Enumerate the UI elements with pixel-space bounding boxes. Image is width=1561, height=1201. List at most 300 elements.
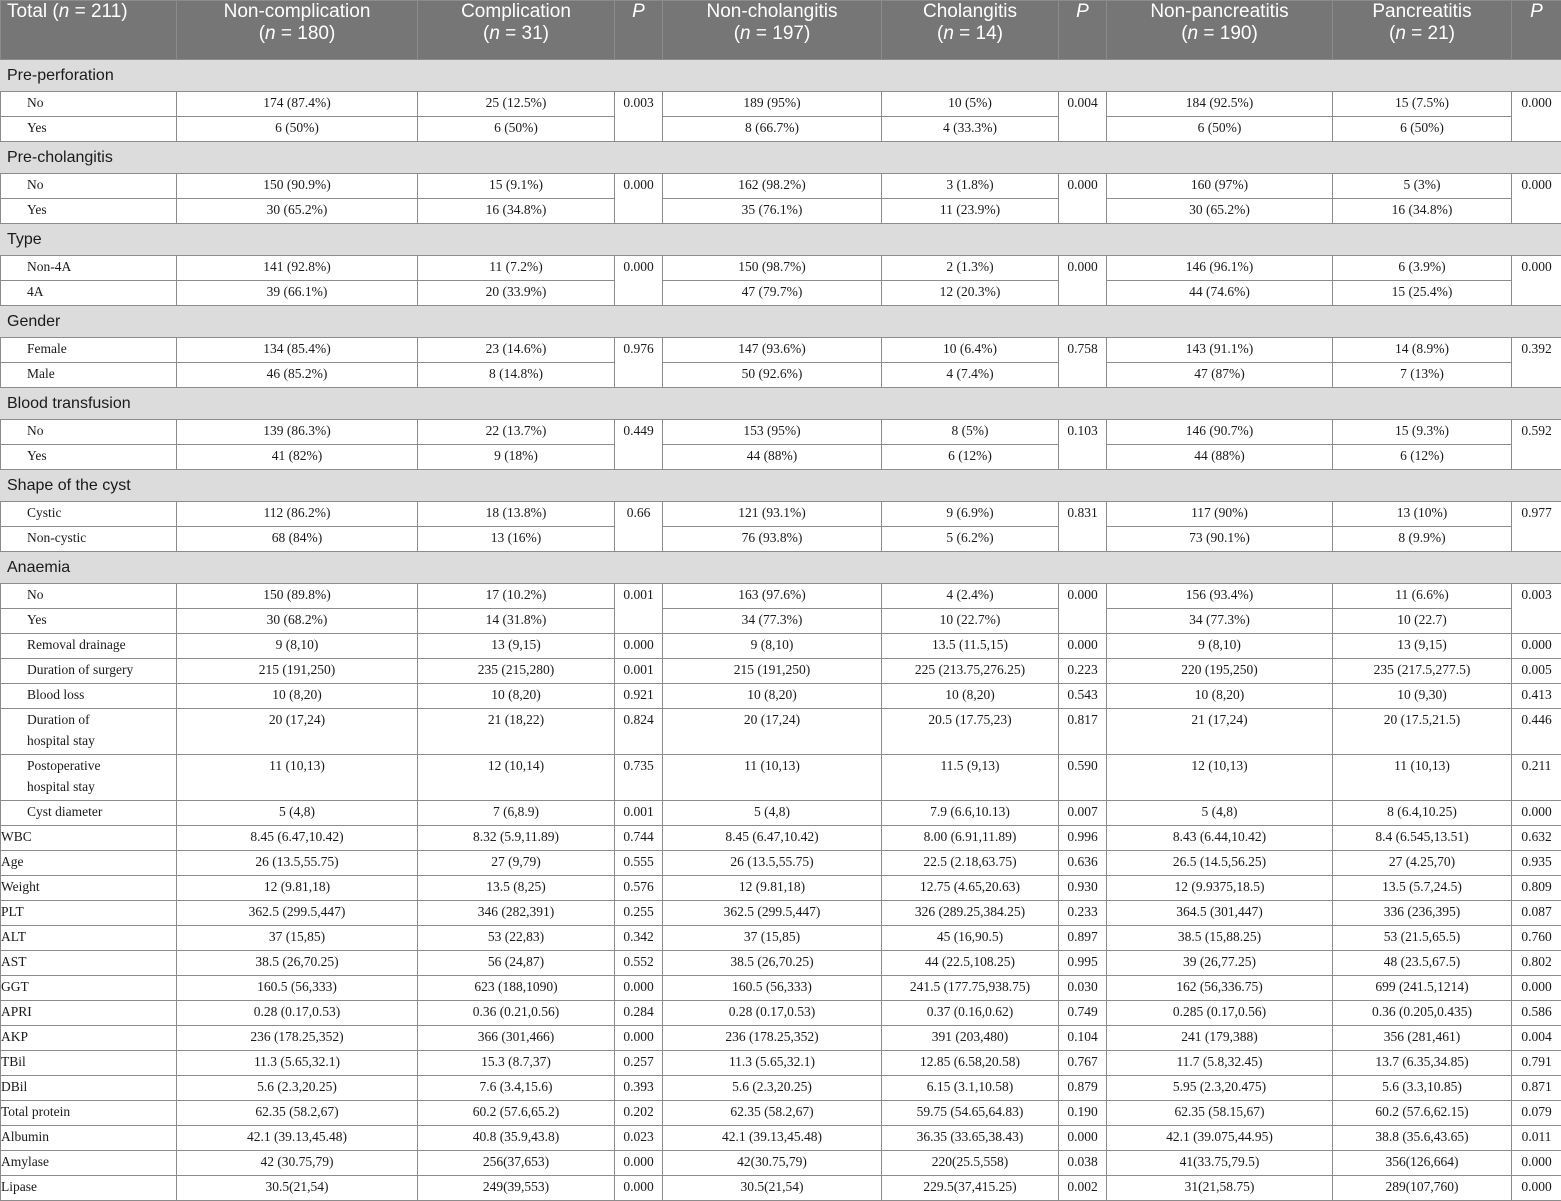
cell-value: 156 (93.4%) (1107, 584, 1333, 609)
cell-value: 16 (34.8%) (1333, 199, 1512, 224)
cell-value: 12 (9.9375,18.5) (1107, 876, 1333, 901)
p-value: 0.758 (1059, 338, 1107, 388)
cell-value: 6 (12%) (1333, 445, 1512, 470)
p-label: P (632, 1, 645, 22)
cell-value: 31(21,58.75) (1107, 1176, 1333, 1201)
cell-value: 162 (56,336.75) (1107, 976, 1333, 1001)
p-value: 0.871 (1512, 1076, 1561, 1101)
cell-value: 12.75 (4.65,20.63) (882, 876, 1059, 901)
row-label: Cystic (1, 502, 177, 527)
cell-value: 391 (203,480) (882, 1026, 1059, 1051)
cell-value: 121 (93.1%) (663, 502, 882, 527)
cell-value: 153 (95%) (663, 420, 882, 445)
cell-value: 38.5 (15,88.25) (1107, 926, 1333, 951)
cell-value: 6 (50%) (177, 117, 418, 142)
n-symbol: n (1188, 23, 1199, 44)
table-row (1, 199, 1561, 224)
cell-value: 10 (9,30) (1333, 684, 1512, 709)
cell-value: 15 (9.1%) (418, 174, 615, 199)
cell-value: 12 (10,14) (418, 755, 615, 801)
cell-value: 8.00 (6.91,11.89) (882, 826, 1059, 851)
cell-value: 20.5 (17.75,23) (882, 709, 1059, 755)
p-value: 0.000 (615, 256, 663, 306)
row-label: Non-cystic (1, 527, 177, 552)
p-value: 0.003 (1512, 584, 1561, 634)
header-total: Total (n = 211) (1, 1, 177, 60)
cell-value: 0.28 (0.17,0.53) (663, 1001, 882, 1026)
group-n (663, 23, 881, 45)
cell-value: 356(126,664) (1333, 1151, 1512, 1176)
p-value: 0.543 (1059, 684, 1107, 709)
group-n (1107, 23, 1332, 45)
table-row (1, 1126, 1561, 1151)
n-symbol: n (265, 23, 276, 44)
cell-value: 0.36 (0.205,0.435) (1333, 1001, 1512, 1026)
section-row (1, 224, 1561, 256)
cell-value: 117 (90%) (1107, 502, 1333, 527)
n-count: = 197) (751, 23, 811, 44)
cell-value: 30.5(21,54) (663, 1176, 882, 1201)
p-value: 0.038 (1059, 1151, 1107, 1176)
cell-value: 16 (34.8%) (418, 199, 615, 224)
table-row (1, 826, 1561, 851)
p-value: 0.001 (615, 801, 663, 826)
cell-value: 8 (9.9%) (1333, 527, 1512, 552)
table-row (1, 609, 1561, 634)
p-value: 0.000 (1512, 634, 1561, 659)
cell-value: 289(107,760) (1333, 1176, 1512, 1201)
n-count: = 14) (954, 23, 1003, 44)
cell-value: 147 (93.6%) (663, 338, 882, 363)
row-label: No (1, 92, 177, 117)
group-title: Non-cholangitis (663, 1, 881, 23)
p-value: 0.791 (1512, 1051, 1561, 1076)
cell-value: 39 (26,77.25) (1107, 951, 1333, 976)
section-row (1, 388, 1561, 420)
p-value: 0.000 (1059, 634, 1107, 659)
row-label: Weight (1, 876, 177, 901)
row-label (1, 684, 177, 709)
table-row (1, 92, 1561, 117)
cell-value: 8 (14.8%) (418, 363, 615, 388)
cell-value: 20 (17,24) (177, 709, 418, 755)
cell-value: 189 (95%) (663, 92, 882, 117)
cell-value: 10 (8,20) (418, 684, 615, 709)
cell-value: 12 (20.3%) (882, 281, 1059, 306)
p-value: 0.255 (615, 901, 663, 926)
cell-value: 9 (8,10) (663, 634, 882, 659)
cell-value: 35 (76.1%) (663, 199, 882, 224)
cell-value: 20 (17,24) (663, 709, 882, 755)
cell-value: 6 (50%) (1107, 117, 1333, 142)
cell-value: 41(33.75,79.5) (1107, 1151, 1333, 1176)
n-count: = 31) (500, 23, 549, 44)
p-value: 0.004 (1059, 92, 1107, 142)
p-value: 0.223 (1059, 659, 1107, 684)
table-row (1, 1051, 1561, 1076)
section-label: Pre-perforation (1, 60, 1561, 92)
table-row (1, 527, 1561, 552)
cell-value: 364.5 (301,447) (1107, 901, 1333, 926)
cell-value: 22.5 (2.18,63.75) (882, 851, 1059, 876)
cell-value: 17 (10.2%) (418, 584, 615, 609)
n-symbol: n (1395, 23, 1406, 44)
p-value: 0.000 (1512, 92, 1561, 142)
paren: ( (937, 23, 943, 44)
cell-value: 11 (7.2%) (418, 256, 615, 281)
cell-value: 42.1 (39.13,45.48) (663, 1126, 882, 1151)
header-p (1512, 1, 1561, 60)
row-label-line: Postoperative (27, 758, 101, 773)
cell-value: 41 (82%) (177, 445, 418, 470)
p-value: 0.977 (1512, 502, 1561, 552)
row-label: APRI (1, 1001, 177, 1026)
cell-value: 13.5 (5.7,24.5) (1333, 876, 1512, 901)
p-value: 0.000 (1059, 1126, 1107, 1151)
cell-value: 8 (5%) (882, 420, 1059, 445)
cell-value: 10 (8,20) (663, 684, 882, 709)
p-value: 0.004 (1512, 1026, 1561, 1051)
p-value: 0.000 (1059, 256, 1107, 306)
table-row (1, 363, 1561, 388)
cell-value: 50 (92.6%) (663, 363, 882, 388)
cell-value: 11 (6.6%) (1333, 584, 1512, 609)
row-label (1, 755, 177, 801)
p-value: 0.592 (1512, 420, 1561, 470)
table-row (1, 1176, 1561, 1201)
cell-value: 56 (24,87) (418, 951, 615, 976)
cell-value: 139 (86.3%) (177, 420, 418, 445)
table-row (1, 338, 1561, 363)
p-value: 0.023 (615, 1126, 663, 1151)
cell-value: 53 (21.5,65.5) (1333, 926, 1512, 951)
row-label-line: hospital stay (27, 779, 95, 794)
cell-value: 10 (8,20) (882, 684, 1059, 709)
cell-value: 45 (16,90.5) (882, 926, 1059, 951)
p-value: 0.735 (615, 755, 663, 801)
cell-value: 36.35 (33.65,38.43) (882, 1126, 1059, 1151)
p-value: 0.001 (615, 659, 663, 684)
cell-value: 40.8 (35.9,43.8) (418, 1126, 615, 1151)
cell-value: 184 (92.5%) (1107, 92, 1333, 117)
cell-value: 6 (50%) (1333, 117, 1512, 142)
cell-value: 10 (22.7) (1333, 609, 1512, 634)
p-value: 0.976 (615, 338, 663, 388)
p-value: 0.103 (1059, 420, 1107, 470)
p-value: 0.257 (615, 1051, 663, 1076)
header-group (418, 1, 615, 60)
section-label: Type (1, 224, 1561, 256)
cell-value: 143 (91.1%) (1107, 338, 1333, 363)
cell-value: 27 (9,79) (418, 851, 615, 876)
p-value: 0.636 (1059, 851, 1107, 876)
cell-value: 30 (68.2%) (177, 609, 418, 634)
cell-value: 11.5 (9,13) (882, 755, 1059, 801)
cell-value: 37 (15,85) (663, 926, 882, 951)
group-n (882, 23, 1058, 45)
cell-value: 13 (16%) (418, 527, 615, 552)
cell-value: 30 (65.2%) (177, 199, 418, 224)
p-value: 0.996 (1059, 826, 1107, 851)
cell-value: 141 (92.8%) (177, 256, 418, 281)
cell-value: 366 (301,466) (418, 1026, 615, 1051)
cell-value: 9 (6.9%) (882, 502, 1059, 527)
cell-value: 8 (6.4,10.25) (1333, 801, 1512, 826)
p-value: 0.66 (615, 502, 663, 552)
p-value: 0.000 (1512, 1151, 1561, 1176)
cell-value: 162 (98.2%) (663, 174, 882, 199)
p-label: P (1076, 1, 1089, 22)
p-value: 0.413 (1512, 684, 1561, 709)
cell-value: 11.3 (5.65,32.1) (663, 1051, 882, 1076)
table-row (1, 801, 1561, 826)
header-p (1059, 1, 1107, 60)
cell-value: 60.2 (57.6,62.15) (1333, 1101, 1512, 1126)
p-value: 0.000 (1512, 1176, 1561, 1201)
cell-value: 256(37,653) (418, 1151, 615, 1176)
row-label: No (1, 584, 177, 609)
cell-value: 38.5 (26,70.25) (177, 951, 418, 976)
p-value: 0.003 (615, 92, 663, 142)
cell-value: 150 (98.7%) (663, 256, 882, 281)
cell-value: 47 (79.7%) (663, 281, 882, 306)
table-row (1, 584, 1561, 609)
table-row (1, 1076, 1561, 1101)
row-label: Albumin (1, 1126, 177, 1151)
cell-value: 13 (9,15) (418, 634, 615, 659)
row-label: Yes (1, 117, 177, 142)
cell-value: 44 (88%) (1107, 445, 1333, 470)
group-title: Pancreatitis (1333, 1, 1511, 23)
row-label: Yes (1, 445, 177, 470)
cell-value: 15 (25.4%) (1333, 281, 1512, 306)
p-label: P (1530, 1, 1543, 22)
cell-value: 160.5 (56,333) (177, 976, 418, 1001)
p-value: 0.000 (1059, 584, 1107, 634)
cell-value: 53 (22,83) (418, 926, 615, 951)
row-label: No (1, 420, 177, 445)
section-label: Anaemia (1, 552, 1561, 584)
p-value: 0.632 (1512, 826, 1561, 851)
p-value: 0.935 (1512, 851, 1561, 876)
p-value: 0.190 (1059, 1101, 1107, 1126)
cell-value: 2 (1.3%) (882, 256, 1059, 281)
header-row (1, 1, 1561, 60)
n-count: = 190) (1198, 23, 1258, 44)
row-label: No (1, 174, 177, 199)
cell-value: 220 (195,250) (1107, 659, 1333, 684)
cell-value: 160 (97%) (1107, 174, 1333, 199)
table-row (1, 1101, 1561, 1126)
cell-value: 59.75 (54.65,64.83) (882, 1101, 1059, 1126)
p-value: 0.930 (1059, 876, 1107, 901)
row-label: TBil (1, 1051, 177, 1076)
section-label: Gender (1, 306, 1561, 338)
row-label: AKP (1, 1026, 177, 1051)
row-label: Age (1, 851, 177, 876)
table-row (1, 684, 1561, 709)
cell-value: 249(39,553) (418, 1176, 615, 1201)
p-value: 0.005 (1512, 659, 1561, 684)
cell-value: 25 (12.5%) (418, 92, 615, 117)
cell-value: 6.15 (3.1,10.58) (882, 1076, 1059, 1101)
cell-value: 73 (90.1%) (1107, 527, 1333, 552)
paren: ( (259, 23, 265, 44)
row-label: DBil (1, 1076, 177, 1101)
cell-value: 7 (6,8.9) (418, 801, 615, 826)
n-symbol: n (943, 23, 954, 44)
p-value: 0.921 (615, 684, 663, 709)
cell-value: 0.36 (0.21,0.56) (418, 1001, 615, 1026)
cell-value: 42(30.75,79) (663, 1151, 882, 1176)
cell-value: 44 (74.6%) (1107, 281, 1333, 306)
cell-value: 39 (66.1%) (177, 281, 418, 306)
p-value: 0.446 (1512, 709, 1561, 755)
cell-value: 5 (4,8) (177, 801, 418, 826)
row-label (1, 634, 177, 659)
table-row (1, 951, 1561, 976)
n-count: = 180) (276, 23, 336, 44)
p-value: 0.749 (1059, 1001, 1107, 1026)
cell-value: 229.5(37,415.25) (882, 1176, 1059, 1201)
cell-value: 68 (84%) (177, 527, 418, 552)
row-label: Yes (1, 199, 177, 224)
cell-value: 7.9 (6.6,10.13) (882, 801, 1059, 826)
table-row (1, 901, 1561, 926)
cell-value: 9 (18%) (418, 445, 615, 470)
cell-value: 15.3 (8.7,37) (418, 1051, 615, 1076)
cell-value: 236 (178.25,352) (177, 1026, 418, 1051)
p-value: 0.802 (1512, 951, 1561, 976)
cell-value: 8.45 (6.47,10.42) (177, 826, 418, 851)
cell-value: 10 (8,20) (177, 684, 418, 709)
cell-value: 6 (3.9%) (1333, 256, 1512, 281)
cell-value: 42.1 (39.13,45.48) (177, 1126, 418, 1151)
table-row (1, 659, 1561, 684)
header-group (1107, 1, 1333, 60)
p-value: 0.000 (615, 174, 663, 224)
p-value: 0.000 (1512, 256, 1561, 306)
cell-value: 14 (8.9%) (1333, 338, 1512, 363)
cell-value: 10 (6.4%) (882, 338, 1059, 363)
cell-value: 174 (87.4%) (177, 92, 418, 117)
cell-value: 46 (85.2%) (177, 363, 418, 388)
section-row (1, 142, 1561, 174)
row-label: Lipase (1, 1176, 177, 1201)
cell-value: 10 (22.7%) (882, 609, 1059, 634)
table-row (1, 1026, 1561, 1051)
cell-value: 10 (8,20) (1107, 684, 1333, 709)
cell-value: 18 (13.8%) (418, 502, 615, 527)
p-value: 0.011 (1512, 1126, 1561, 1151)
header-group (1333, 1, 1512, 60)
cell-value: 3 (1.8%) (882, 174, 1059, 199)
cell-value: 8.43 (6.44,10.42) (1107, 826, 1333, 851)
cell-value: 8.4 (6.545,13.51) (1333, 826, 1512, 851)
paren: ( (483, 23, 489, 44)
table-row (1, 926, 1561, 951)
header-group (663, 1, 882, 60)
group-title: Cholangitis (882, 1, 1058, 23)
p-value: 0.202 (615, 1101, 663, 1126)
row-label: Female (1, 338, 177, 363)
group-title: Non-pancreatitis (1107, 1, 1332, 23)
p-value: 0.555 (615, 851, 663, 876)
cell-value: 146 (90.7%) (1107, 420, 1333, 445)
table-row (1, 851, 1561, 876)
cell-value: 30.5(21,54) (177, 1176, 418, 1201)
cell-value: 13.7 (6.35,34.85) (1333, 1051, 1512, 1076)
row-label: Male (1, 363, 177, 388)
row-label: Yes (1, 609, 177, 634)
cell-value: 215 (191,250) (663, 659, 882, 684)
cell-value: 8.32 (5.9,11.89) (418, 826, 615, 851)
p-value: 0.000 (1059, 174, 1107, 224)
row-label: PLT (1, 901, 177, 926)
cell-value: 346 (282,391) (418, 901, 615, 926)
cell-value: 11.3 (5.65,32.1) (177, 1051, 418, 1076)
cell-value: 20 (17.5,21.5) (1333, 709, 1512, 755)
p-value: 0.392 (1512, 338, 1561, 388)
row-label: Non-4A (1, 256, 177, 281)
table-row (1, 117, 1561, 142)
p-value: 0.104 (1059, 1026, 1107, 1051)
group-title: Non-complication (177, 1, 417, 23)
cell-value: 6 (50%) (418, 117, 615, 142)
p-value: 0.087 (1512, 901, 1561, 926)
row-label (1, 801, 177, 826)
p-value: 0.000 (615, 1176, 663, 1201)
p-value: 0.079 (1512, 1101, 1561, 1126)
cell-value: 8.45 (6.47,10.42) (663, 826, 882, 851)
p-value: 0.001 (615, 584, 663, 634)
cell-value: 22 (13.7%) (418, 420, 615, 445)
header-p (615, 1, 663, 60)
cell-value: 12 (9.81,18) (663, 876, 882, 901)
cell-value: 4 (33.3%) (882, 117, 1059, 142)
cell-value: 9 (8,10) (177, 634, 418, 659)
cell-value: 11 (23.9%) (882, 199, 1059, 224)
cell-value: 15 (9.3%) (1333, 420, 1512, 445)
cell-value: 26.5 (14.5,56.25) (1107, 851, 1333, 876)
cell-value: 236 (178.25,352) (663, 1026, 882, 1051)
cell-value: 150 (90.9%) (177, 174, 418, 199)
cell-value: 4 (2.4%) (882, 584, 1059, 609)
cell-value: 5 (6.2%) (882, 527, 1059, 552)
cell-value: 7 (13%) (1333, 363, 1512, 388)
p-value: 0.744 (615, 826, 663, 851)
p-value: 0.000 (615, 1026, 663, 1051)
p-value: 0.284 (615, 1001, 663, 1026)
cell-value: 23 (14.6%) (418, 338, 615, 363)
cell-value: 76 (93.8%) (663, 527, 882, 552)
n-symbol: n (740, 23, 751, 44)
cell-value: 5 (4,8) (663, 801, 882, 826)
cell-value: 11 (10,13) (663, 755, 882, 801)
cell-value: 9 (8,10) (1107, 634, 1333, 659)
cell-value: 62.35 (58.15,67) (1107, 1101, 1333, 1126)
p-value: 0.552 (615, 951, 663, 976)
paren: ( (734, 23, 740, 44)
row-label-line: Removal drainage (27, 637, 126, 652)
row-label: GGT (1, 976, 177, 1001)
cell-value: 241.5 (177.75,938.75) (882, 976, 1059, 1001)
cell-value: 20 (33.9%) (418, 281, 615, 306)
section-row (1, 470, 1561, 502)
cell-value: 26 (13.5,55.75) (663, 851, 882, 876)
group-n (418, 23, 614, 45)
row-label: 4A (1, 281, 177, 306)
